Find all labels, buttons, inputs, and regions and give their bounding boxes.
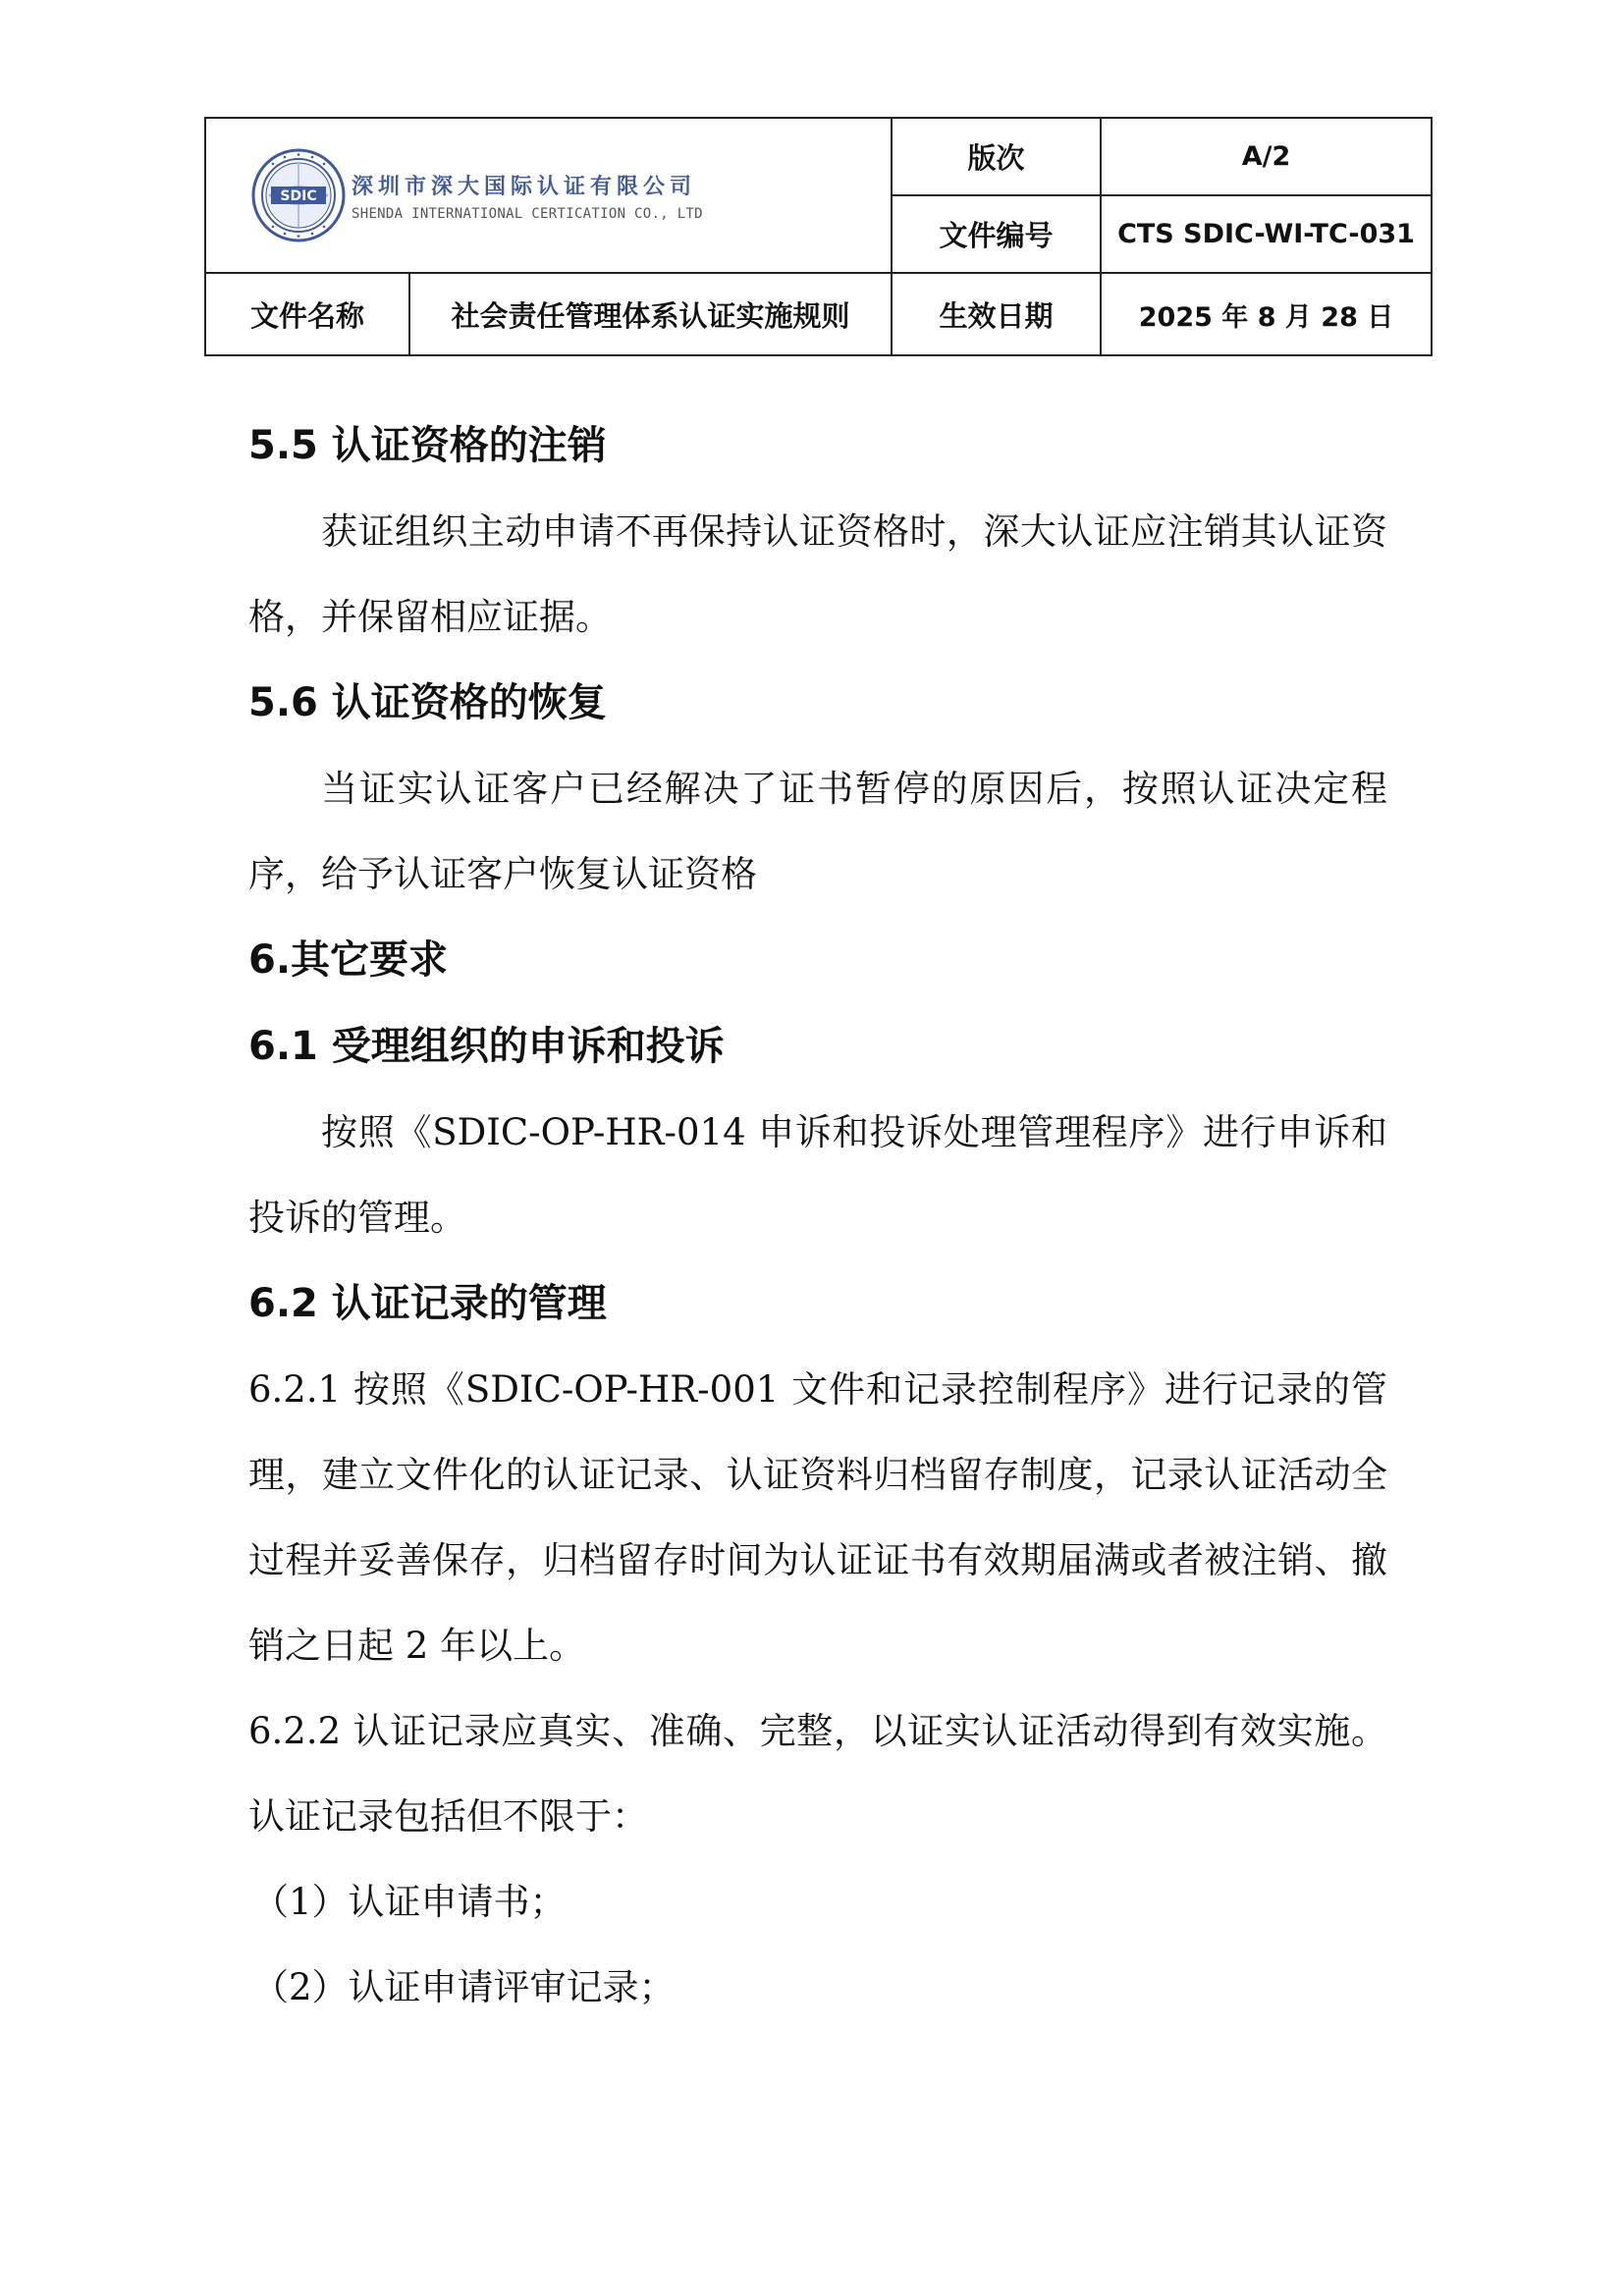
- company-name-en: SHENDA INTERNATIONAL CERTICATION CO., LTD: [352, 205, 703, 222]
- paragraph-5-5: 获证组织主动申请不再保持认证资格时，深大认证应注销其认证资格，并保留相应证据。: [248, 510, 1387, 638]
- version-label: 版次: [892, 118, 1101, 195]
- effective-date-value: 2025 年 8 月 28 日: [1101, 273, 1432, 355]
- doc-name-value: 社会责任管理体系认证实施规则: [409, 273, 892, 355]
- section-heading-5-5: 5.5 认证资格的注销: [248, 423, 607, 468]
- paragraph-6-2-2: 6.2.2 认证记录应真实、准确、完整，以证实认证活动得到有效实施。认证记录包括但不限于：: [248, 1710, 1387, 1838]
- company-name-cn: 深圳市深大国际认证有限公司: [352, 174, 697, 199]
- section-heading-6-1: 6.1 受理组织的申诉和投诉: [248, 1024, 725, 1069]
- section-heading-5-6: 5.6 认证资格的恢复: [248, 680, 607, 725]
- document-body: [248, 402, 1387, 2030]
- company-seal-icon: [251, 148, 346, 242]
- version-value: A/2: [1101, 118, 1432, 195]
- paragraph-6-1: 按照《SDIC-OP-HR-014 申诉和投诉处理管理程序》进行申诉和投诉的管理。: [248, 1111, 1387, 1239]
- list-item: （1）认证申请书；: [252, 1881, 567, 1923]
- list-item: （2）认证申请评审记录；: [252, 1966, 676, 2008]
- effective-date-label: 生效日期: [892, 273, 1101, 355]
- paragraph-5-6: 当证实认证客户已经解决了证书暂停的原因后，按照认证决定程序，给予认证客户恢复认证资格: [248, 768, 1387, 895]
- document-header-table: [204, 117, 1433, 356]
- section-heading-6-2: 6.2 认证记录的管理: [248, 1281, 607, 1326]
- doc-name-label: 文件名称: [205, 273, 409, 355]
- paragraph-6-2-1: 6.2.1 按照《SDIC-OP-HR-001 文件和记录控制程序》进行记录的管理，建立文件化的认证记录、认证资料归档留存制度，记录认证活动全过程并妥善保存，归档留存时间为认证证书有效期届满或者被注销、撤销之日起 2 年以上。: [248, 1368, 1387, 1667]
- company-logo-cell: [205, 118, 892, 273]
- section-heading-6: 6.其它要求: [248, 937, 449, 983]
- seal-logo-text: SDIC: [280, 188, 317, 204]
- doc-number-label: 文件编号: [892, 195, 1101, 273]
- doc-number-value: CTS SDIC-WI-TC-031: [1101, 195, 1432, 273]
